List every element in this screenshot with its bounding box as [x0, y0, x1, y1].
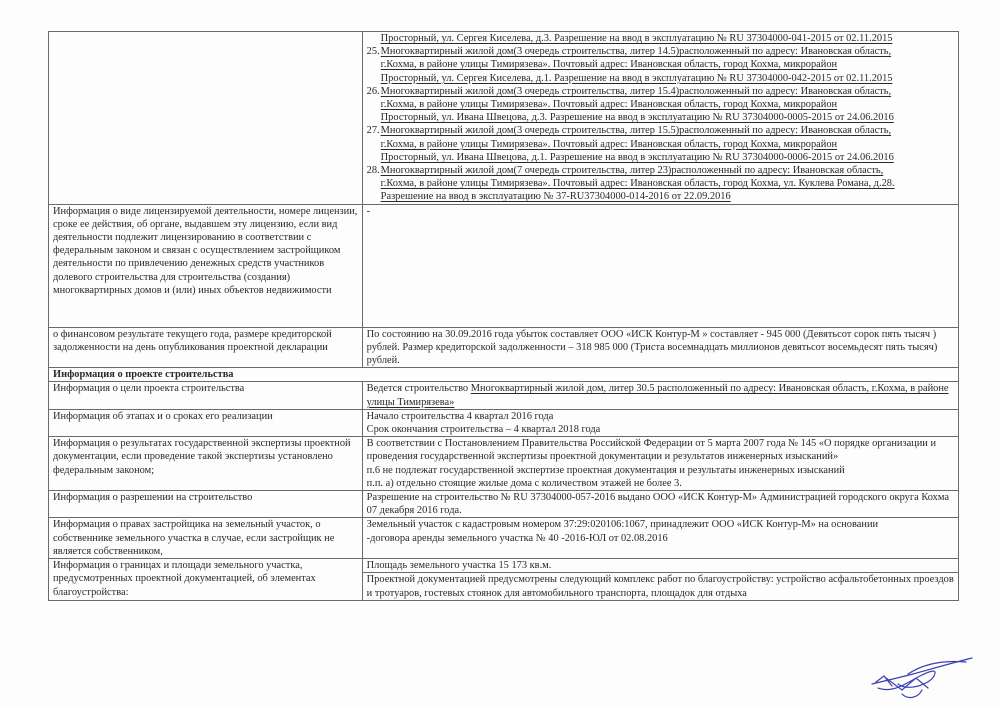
table-row-permit [49, 491, 959, 518]
expertise-paragraph: В соответствии с Постановлением Правительства Российской Федерации от 5 марта 2007 года № 145 «О порядке организации и проведения государственной экспертизы проектной документации и результатов инженерных изысканий» [366, 438, 937, 463]
list-item [366, 124, 954, 164]
table-row-financial-result [49, 327, 959, 368]
improvement-value: Проектной документацией предусмотрены следующий комплекс работ по благоустройству: устройство асфальтобетонных проездов и тротуаров, гостевых стоянок для автомобильного транспорта, площадок для отдыха [362, 573, 958, 600]
table-row-expertise [49, 437, 959, 491]
item-line: Многоквартирный жилой дом(3 очередь строительства, литер 15.5)расположенный по адресу: Ивановская область, [380, 125, 892, 137]
continuation-line: Просторный, ул. Сергея Киселева, д.3. Разрешение на ввод в эксплуатацию № RU 37304000-041-2015 от 02.11.2015 [380, 33, 893, 44]
item-number: 25. [366, 46, 380, 58]
row-label: Информация о виде лицензируемой деятельности, номере лицензии, сроке ее действия, об органе, выдавшем эту лицензию, если вид деятельности подлежит лицензированию в соответствии с федеральным законом и связан с осуществлением застройщиком деятельности по привлечению денежных средств участников долевого строительства для строительства (создания) многоквартирных домов и (или) иных объектов недвижимости [49, 204, 363, 327]
row-label: Информация о результатах государственной экспертизы проектной документации, если проведение такой экспертизы установлено федеральным законом; [49, 437, 363, 491]
project-object-description: Многоквартирный жилой дом, литер 30.5 расположенный по адресу: Ивановская область, г.Кохма, в районе улицы Тимирязева» [366, 383, 949, 408]
item-number: 27. [366, 125, 380, 137]
signature-icon [868, 654, 978, 704]
item-line: Многоквартирный жилой дом(7 очередь строительства, литер 23)расположенный по адресу: Ивановская область, [380, 165, 884, 177]
table-row-completed-objects [49, 32, 959, 205]
item-line: Многоквартирный жилой дом(3 очередь строительства, литер 14.5)расположенный по адресу: Ивановская область, [380, 46, 892, 58]
row-label-empty [49, 32, 363, 205]
section-header: Информация о проекте строительства [49, 368, 959, 382]
section-header-row [49, 368, 959, 382]
item-number: 26. [366, 85, 380, 97]
row-label: Информация о цели проекта строительства [49, 382, 363, 409]
land-area-value: Площадь земельного участка 15 173 кв.м. [362, 559, 958, 573]
row-label: Информация о разрешении на строительство [49, 491, 363, 518]
table-row-land-rights [49, 518, 959, 559]
row-label: о финансовом результате текущего года, размере кредиторской задолженности на день опубликования проектной декларации [49, 327, 363, 368]
list-item [366, 85, 954, 125]
completed-objects-list-cell [362, 32, 958, 205]
item-line: Просторный, ул. Ивана Швецова, д.3. Разрешение на ввод в эксплуатацию № RU 37304000-0005-2015 от 24.06.2016 [380, 112, 894, 124]
table-row-project-goal [49, 382, 959, 409]
item-line: Просторный, ул. Сергея Киселева, д.1. Разрешение на ввод в эксплуатацию № RU 37304000-042-2015 от 02.11.2015 [380, 72, 893, 84]
table-row-license [49, 204, 959, 327]
item-line: г.Кохма, в районе улицы Тимирязева». Почтовый адрес: Ивановская область, город Кохма, микрорайон [380, 99, 838, 111]
item-line: г.Кохма, в районе улицы Тимирязева». Почтовый адрес: Ивановская область, город Кохма, ул. Куклева Романа, д.28. [380, 178, 895, 190]
row-value [362, 437, 958, 491]
expertise-paragraph: п.п. а) отдельно стоящие жилые дома с количеством этажей не более 3. [366, 477, 682, 489]
row-value [362, 409, 958, 436]
list-item [366, 45, 954, 85]
table-row-land-area [49, 559, 959, 573]
construction-end: Срок окончания строительства – 4 квартал 2018 года [366, 424, 601, 436]
row-value: Разрешение на строительство № RU 37304000-057-2016 выдано ООО «ИСК Контур-М» Администрацией городского округа Кохма 07 декабря 2016 года. [362, 491, 958, 518]
project-declaration-table [48, 31, 959, 601]
completed-objects-list [367, 45, 954, 203]
item-line: Многоквартирный жилой дом(3 очередь строительства, литер 15.4)расположенный по адресу: Ивановская область, [380, 85, 892, 97]
row-label: Информация о границах и площади земельного участка, предусмотренных проектной документацией, об элементах благоустройства: [49, 559, 363, 601]
row-value [362, 518, 958, 559]
construction-start: Начало строительства 4 квартал 2016 года [366, 410, 554, 422]
item-line: г.Кохма, в районе улицы Тимирязева». Почтовый адрес: Ивановская область, город Кохма, микрорайон [380, 138, 838, 150]
item-line: г.Кохма, в районе улицы Тимирязева». Почтовый адрес: Ивановская область, город Кохма, микрорайон [380, 59, 838, 71]
list-item [366, 164, 954, 204]
row-label: Информация об этапах и о сроках его реализации [49, 409, 363, 436]
row-value: - [362, 204, 958, 327]
row-value: По состоянию на 30.09.2016 года убыток составляет ООО «ИСК Контур-М » составляет - 945 000 (Девятьсот сорок пять тысяч ) рублей. Размер кредиторской задолженности – 318 985 000 (Триста восемнадцать миллионов девятьсот восемьдесят пять тысяч) рублей. [362, 327, 958, 368]
row-value [362, 382, 958, 409]
value-prefix: Ведется строительство [366, 383, 471, 395]
row-label: Информация о правах застройщика на земельный участок, о собственнике земельного участка в случае, если застройщик не является собственником, [49, 518, 363, 559]
item-line: Просторный, ул. Ивана Швецова, д.1. Разрешение на ввод в эксплуатацию № RU 37304000-0006-2015 от 24.06.2016 [380, 151, 894, 163]
lease-agreement: -договора аренды земельного участка № 40 -2016-ЮЛ от 02.08.2016 [366, 532, 668, 544]
expertise-paragraph: п.6 не подлежат государственной экспертизе проектная документация и результаты инженерных изысканий [366, 464, 845, 476]
item-line: Разрешение на ввод в эксплуатацию № 37-RU37304000-014-2016 от 22.09.2016 [380, 191, 731, 203]
table-row-stages [49, 409, 959, 436]
item-number: 28. [366, 165, 380, 177]
land-rights-paragraph: Земельный участок с кадастровым номером 37:29:020106:1067, принадлежит ООО «ИСК Контур-М» на основании [366, 519, 879, 531]
